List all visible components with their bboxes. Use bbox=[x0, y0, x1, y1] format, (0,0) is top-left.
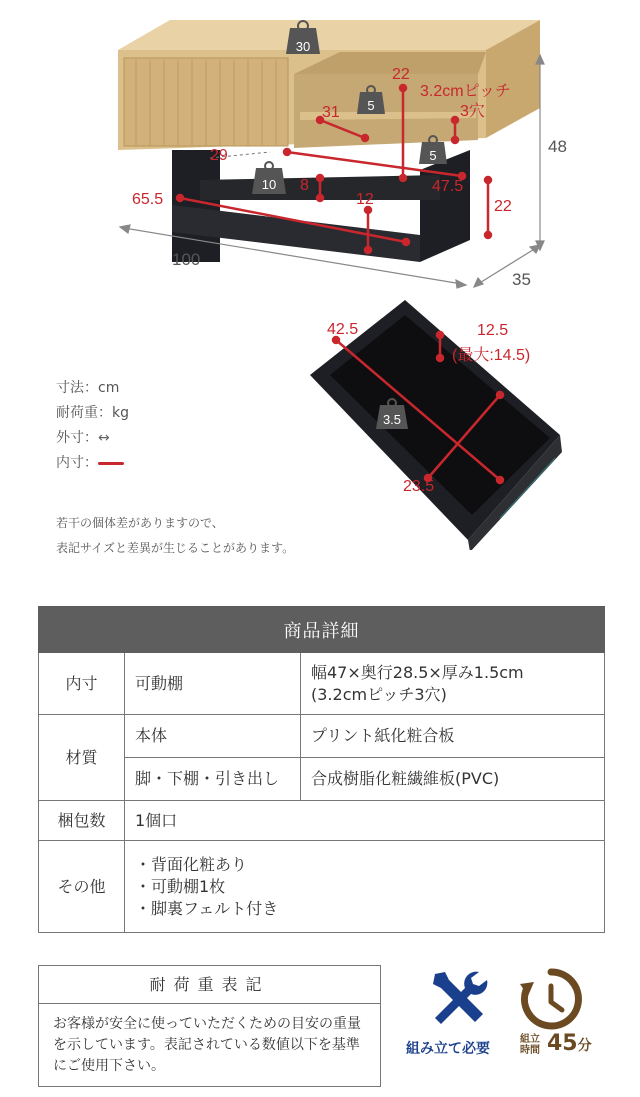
dim-depth-35: 35 bbox=[512, 270, 531, 289]
row-head-material: 材質 bbox=[39, 715, 125, 801]
row-sub-body: 本体 bbox=[125, 715, 301, 758]
inner-line-icon bbox=[98, 462, 124, 465]
row-val-package: 1個口 bbox=[125, 801, 605, 841]
row-head-naisun: 内寸 bbox=[39, 653, 125, 715]
row-val-body: プリント紙化粧合板 bbox=[301, 715, 605, 758]
dim-drawer-12-5: 12.5 bbox=[477, 322, 509, 339]
weight-5-shelf: 5 bbox=[367, 98, 375, 113]
spec-table bbox=[38, 606, 605, 933]
dim-inner-8: 8 bbox=[300, 177, 309, 194]
assembly-time-label: 組立 時間 bbox=[520, 1034, 540, 1056]
variance-note: 若干の個体差がありますので、 表記サイズと差異が生じることがあります。 bbox=[56, 516, 295, 555]
tv-stand-diagram bbox=[0, 0, 640, 300]
outer-arrow-icon: ↔ bbox=[98, 430, 110, 446]
row-val-other: ・背面化粧あり ・可動棚1枚 ・脚裏フェルト付き bbox=[125, 841, 605, 933]
dim-holes: 3穴 bbox=[460, 103, 485, 120]
dim-pitch: 3.2cmピッチ bbox=[420, 83, 511, 100]
tools-icon bbox=[427, 968, 491, 1032]
dim-inner-22-leg: 22 bbox=[494, 198, 512, 215]
dim-inner-65-5: 65.5 bbox=[132, 191, 164, 208]
spec-table-title: 商品詳細 bbox=[39, 607, 605, 653]
row-val-naisun: 幅47×奥行28.5×厚み1.5cm (3.2cmピッチ3穴) bbox=[301, 653, 605, 715]
clock-icon bbox=[518, 966, 584, 1032]
row-head-package: 梱包数 bbox=[39, 801, 125, 841]
legend-load: 耐荷重：kg bbox=[56, 405, 129, 421]
load-notice-text: お客様が安全に使っていただくための目安の重量を示しています。表記されている数値以下を基準にご使用下さい。 bbox=[53, 1016, 361, 1074]
row-sub-shelf: 可動棚 bbox=[125, 653, 301, 715]
dim-inner-12: 12 bbox=[356, 191, 374, 208]
dim-width-100: 100 bbox=[172, 250, 201, 269]
legend bbox=[56, 376, 129, 476]
row-sub-legs: 脚・下棚・引き出し bbox=[125, 758, 301, 801]
row-head-other: その他 bbox=[39, 841, 125, 933]
dim-height-48: 48 bbox=[548, 137, 567, 156]
weight-30: 30 bbox=[295, 39, 311, 54]
assembly-time-value: 45分 bbox=[547, 1031, 592, 1056]
legend-unit: 寸法：cm bbox=[56, 380, 120, 396]
legend-outer: 外寸：↔ bbox=[56, 430, 110, 446]
dim-inner-31: 31 bbox=[322, 104, 340, 121]
row-val-legs: 合成樹脂化粧繊維板(PVC) bbox=[301, 758, 605, 801]
assembly-required-label: 組み立て必要 bbox=[406, 1041, 490, 1057]
dim-inner-22-top: 22 bbox=[392, 66, 410, 83]
load-notice-box bbox=[38, 965, 381, 1087]
weight-10: 10 bbox=[261, 177, 277, 192]
dim-drawer-42-5: 42.5 bbox=[327, 321, 359, 338]
weight-5-right: 5 bbox=[429, 148, 437, 163]
load-notice-title: 耐荷重表記 bbox=[39, 966, 380, 1004]
legend-inner: 内寸： bbox=[56, 451, 129, 476]
weight-3-5: 3.5 bbox=[382, 412, 402, 427]
dim-drawer-23-5: 23.5 bbox=[403, 478, 435, 495]
dim-inner-47-5: 47.5 bbox=[432, 178, 464, 195]
dim-inner-29: 29 bbox=[210, 147, 228, 164]
dim-drawer-max: (最大:14.5) bbox=[452, 347, 531, 364]
